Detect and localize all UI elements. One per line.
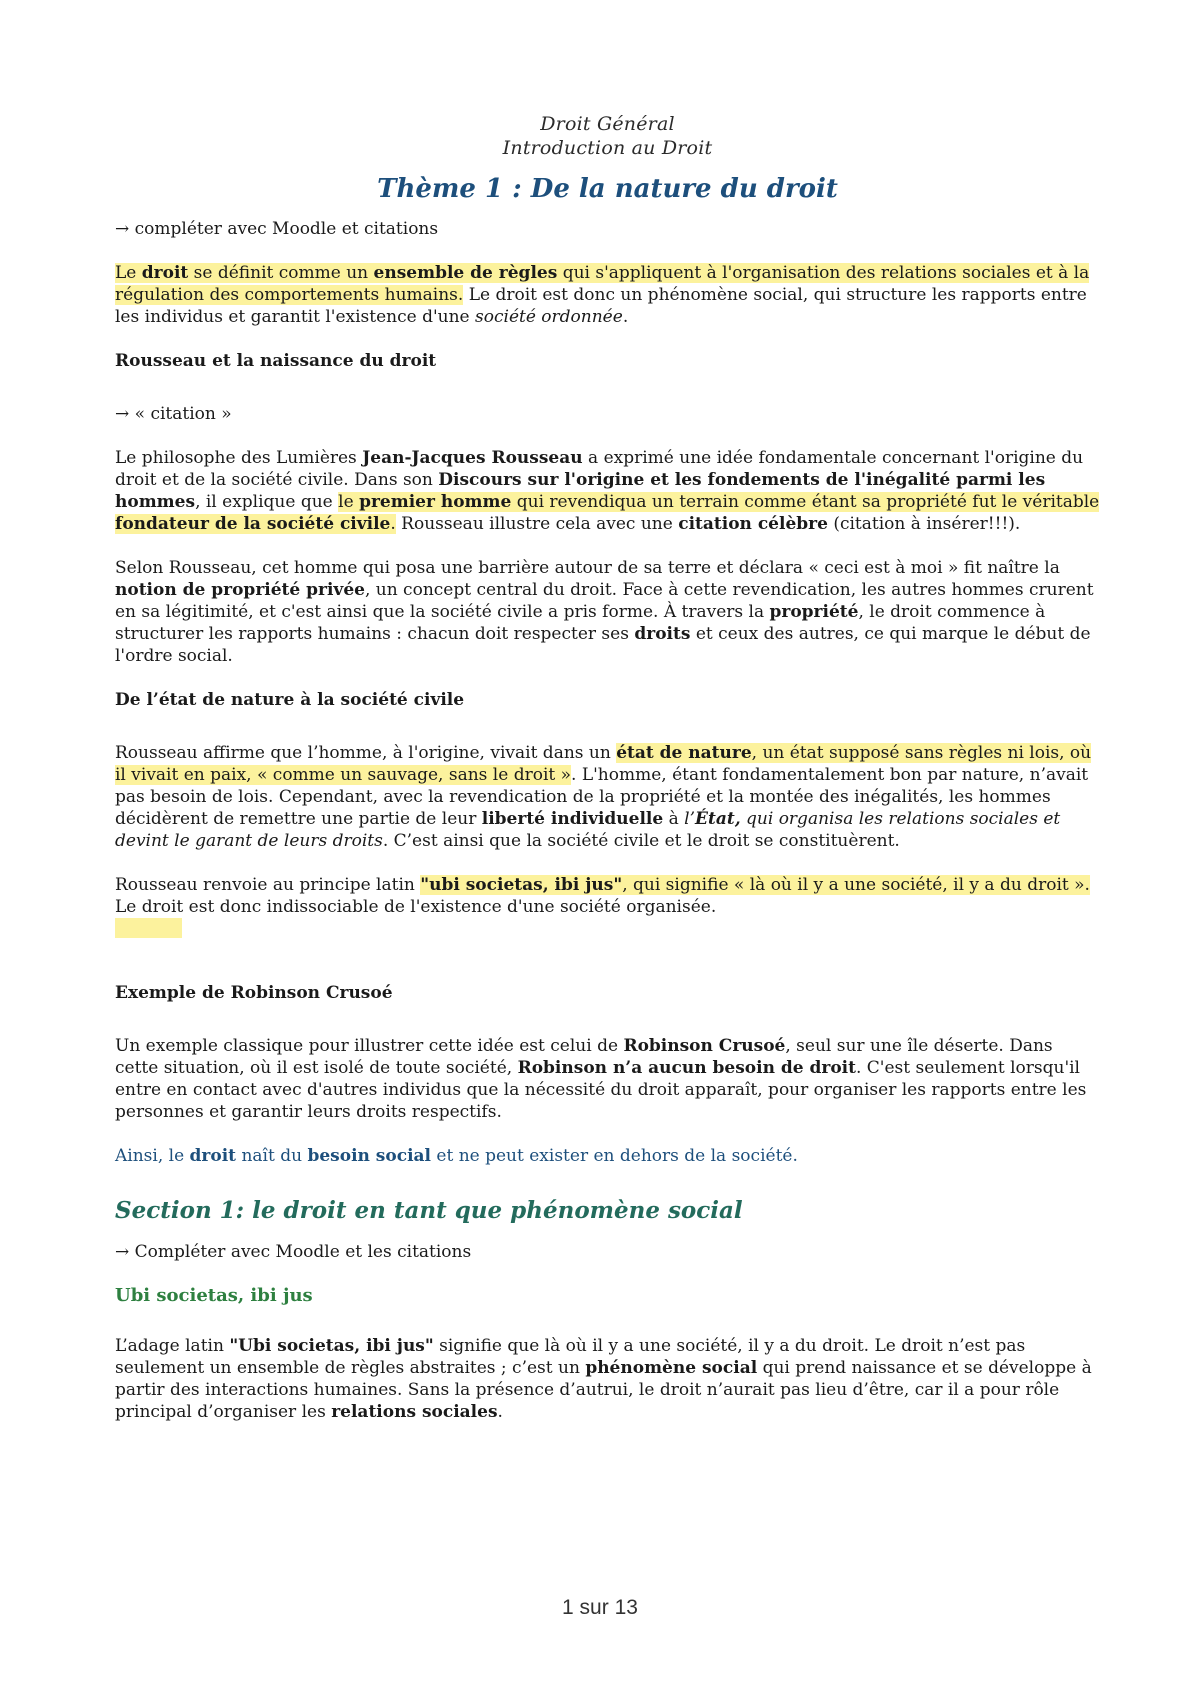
highlight-first-man: le premier homme qui revendiqua un terrain comme étant sa propriété fut le véritable fondateur de la société civile. bbox=[115, 492, 1100, 534]
nature-paragraph-2: Rousseau renvoie au principe latin "ubi societas, ibi jus", qui signifie « là où il y a une société, il y a du droit ». Le droit est donc indissociable de l'existence d'une société organisée. bbox=[115, 875, 1090, 917]
rousseau-paragraph-1: Le philosophe des Lumières Jean-Jacques Rousseau a exprimé une idée fondamentale concernant l'origine du droit et de la société civile. Dans son Discours sur l'origine et les fondements de l'inégalité parmi les hommes, il explique que le premier homme qui revendiqua un terrain comme étant sa propriété fut le véritable fondateur de la société civile. Rousseau illustre cela avec une citation célèbre (citation à insérer!!!). bbox=[115, 448, 1100, 534]
theme-title: Thème 1 : De la nature du droit bbox=[377, 174, 838, 204]
page-number: 1 sur 13 bbox=[562, 1596, 638, 1619]
heading-robinson-crusoe: Exemple de Robinson Crusoé bbox=[115, 983, 393, 1003]
crusoe-paragraph: Un exemple classique pour illustrer cette idée est celui de Robinson Crusoé, seul sur une île déserte. Dans cette situation, où il est isolé de toute société, Robinson n’a aucun besoin de droit. C'est seulement lorsqu'il entre en contact avec d'autres individus que la nécessité du droit apparaît, pour organiser les rapports entre les personnes et garantir leurs droits respectifs. bbox=[115, 1036, 1087, 1122]
heading-rousseau: Rousseau et la naissance du droit bbox=[115, 351, 437, 371]
nature-paragraph-1: Rousseau affirme que l’homme, à l'origine, vivait dans un état de nature, un état supposé sans règles ni lois, où il vivait en paix, « comme un sauvage, sans le droit ». L'homme, étant fondamentalement bon par nature, n’avait pas besoin de lois. Cependant, avec la revendication de la propriété et la montée des inégalités, les hommes décidèrent de remettre une partie de leur liberté individuelle à l’État, qui organisa les relations sociales et devint le garant de leurs droits. C’est ainsi que la société civile et le droit se constituèrent. bbox=[115, 743, 1092, 851]
page-content bbox=[115, 112, 1100, 1423]
citation-note: → « citation » bbox=[115, 404, 232, 424]
heading-state-of-nature: De l’état de nature à la société civile bbox=[115, 690, 465, 710]
section-1-title: Section 1: le droit en tant que phénomène social bbox=[115, 1197, 743, 1224]
heading-ubi-societas: Ubi societas, ibi jus bbox=[115, 1285, 313, 1306]
ubi-paragraph: L’adage latin "Ubi societas, ibi jus" signifie que là où il y a une société, il y a du droit. Le droit n’est pas seulement un ensemble de règles abstraites ; c’est un phénomène social qui prend naissance et se développe à partir des interactions humaines. Sans la présence d’autrui, le droit n’aurait pas lieu d’être, car il a pour rôle principal d’organiser les relations sociales. bbox=[115, 1336, 1092, 1422]
course-subtitle: Introduction au Droit bbox=[502, 137, 713, 159]
intro-paragraph: Le droit se définit comme un ensemble de règles qui s'appliquent à l'organisation des relations sociales et à la régulation des comportements humains. Le droit est donc un phénomène social, qui structure les rapports entre les individus et garantit l'existence d'une société ordonnée. bbox=[115, 263, 1090, 327]
empty-highlight-line bbox=[115, 918, 182, 938]
highlight-ubi-societas: "ubi societas, ibi jus", qui signifie « là où il y a une société, il y a du droit ». bbox=[420, 875, 1090, 895]
conclusion-paragraph: Ainsi, le droit naît du besoin social et ne peut exister en dehors de la société. bbox=[115, 1146, 798, 1166]
rousseau-paragraph-2: Selon Rousseau, cet homme qui posa une barrière autour de sa terre et déclara « ceci est à moi » fit naître la notion de propriété privée, un concept central du droit. Face à cette revendication, les autres hommes crurent en sa légitimité, et c'est ainsi que la société civile a pris forme. À travers la propriété, le droit commence à structurer les rapports humains : chacun doit respecter ses droits et ceux des autres, ce qui marque le début de l'ordre social. bbox=[115, 558, 1094, 666]
course-title: Droit Général bbox=[540, 113, 675, 135]
blank-space bbox=[115, 938, 1100, 982]
note-complete-citations: → Compléter avec Moodle et les citations bbox=[115, 1242, 472, 1262]
highlight-definition: Le droit se définit comme un ensemble de règles qui s'appliquent à l'organisation des relations sociales et à la régulation des comportements humains. bbox=[115, 263, 1090, 305]
highlight-state-of-nature: état de nature, un état supposé sans règles ni lois, où il vivait en paix, « comme un sauvage, sans le droit » bbox=[115, 743, 1092, 785]
note-complete-moodle: → compléter avec Moodle et citations bbox=[115, 219, 439, 239]
